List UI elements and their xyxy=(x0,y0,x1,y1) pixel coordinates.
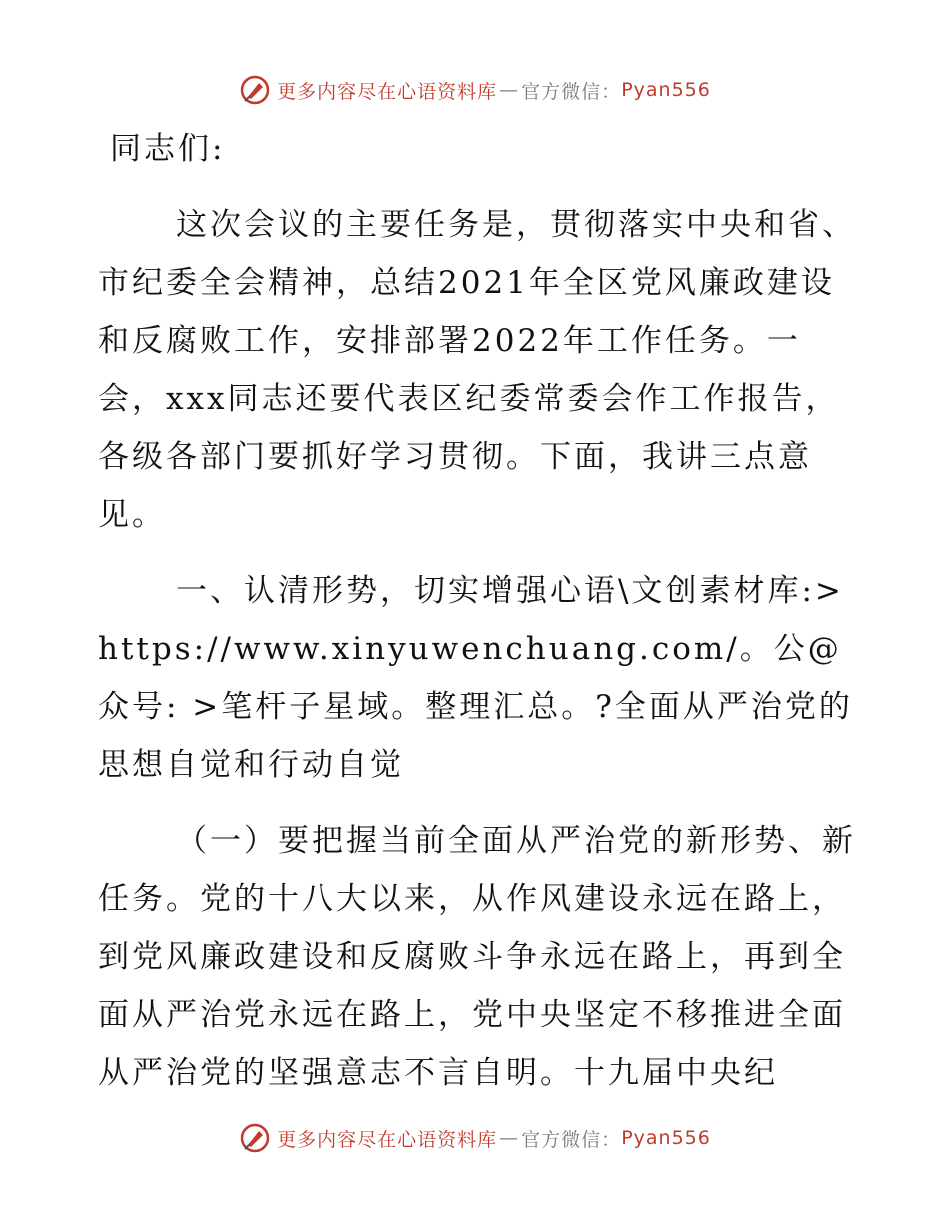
banner-separator: — xyxy=(499,79,520,101)
banner-wechat-label: 官方微信： xyxy=(521,1128,622,1151)
banner-wechat-id: Pyan556 xyxy=(621,79,711,101)
header-watermark-banner xyxy=(0,70,950,110)
footer-watermark-banner xyxy=(0,1118,950,1158)
banner-main-text: 更多内容尽在心语资料库 xyxy=(277,1128,498,1151)
paragraph-section-one-heading: 一、认清形势，切实增强心语\文创素材库:>https://www.xinyuwenchuang.com/。公@众号: >笔杆子星域。整理汇总。?全面从严治党的思想自觉和行动自觉 xyxy=(98,573,853,783)
document-body xyxy=(98,120,858,1102)
banner-main-text: 更多内容尽在心语资料库 xyxy=(277,80,498,103)
pen-nib-logo-icon xyxy=(239,74,271,106)
pen-nib-logo-icon xyxy=(239,1122,271,1154)
banner-wechat-id: Pyan556 xyxy=(621,1127,711,1149)
banner-separator: — xyxy=(499,1127,520,1149)
paragraph-intro: 这次会议的主要任务是，贯彻落实中央和省、市纪委全会精神，总结2021年全区党风廉政建设和反腐败工作，安排部署2022年工作任务。一会，xxx同志还要代表区纪委常委会作工作报告，各级各部门要抓好学习贯彻。下面，我讲三点意见。 xyxy=(98,207,856,533)
salutation: 同志们: xyxy=(110,131,226,167)
paragraph-subsection-one: （一）要把握当前全面从严治党的新形势、新任务。党的十八大以来，从作风建设永远在路上，到党风廉政建设和反腐败斗争永远在路上，再到全面从严治党永远在路上，党中央坚定不移推进全面从严治党的坚强意志不言自明。十九届中央纪 xyxy=(98,823,856,1091)
banner-wechat-label: 官方微信： xyxy=(521,80,622,103)
